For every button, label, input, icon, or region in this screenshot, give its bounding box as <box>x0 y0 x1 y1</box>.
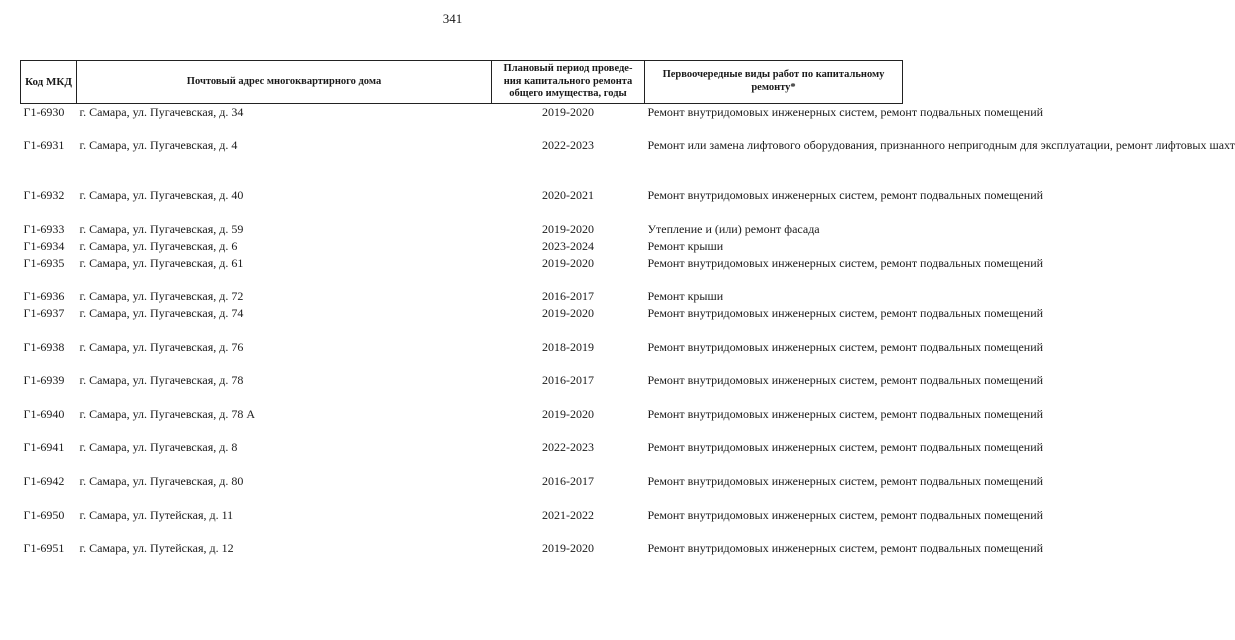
cell-address: г. Самара, ул. Пугачевская, д. 78 А <box>79 406 256 421</box>
cell-address: г. Самара, ул. Путейская, д. 11 <box>79 507 234 522</box>
cell-works: Ремонт или замена лифтового оборудования, признанного непригодным для эксплуатации, ремонт лифтовых шахт <box>647 138 1235 153</box>
cell-works: Ремонт внутридомовых инженерных систем, ремонт подвальных помещений <box>647 188 1044 203</box>
table-row <box>21 103 903 137</box>
header-period: Плановый период проведе-ния капитального ремонта общего имущества, годы <box>492 61 645 104</box>
cell-works: Ремонт внутридомовых инженерных систем, ремонт подвальных помещений <box>647 474 1044 489</box>
cell-period: 2016-2017 <box>542 373 594 388</box>
cell-code: Г1-6931 <box>23 138 65 153</box>
cell-code: Г1-6932 <box>23 188 65 203</box>
cell-address: г. Самара, ул. Пугачевская, д. 34 <box>79 104 244 119</box>
cell-works: Утепление и (или) ремонт фасада <box>647 222 820 237</box>
cell-code: Г1-6937 <box>23 306 65 321</box>
cell-code: Г1-6936 <box>23 289 65 304</box>
cell-works: Ремонт внутридомовых инженерных систем, ремонт подвальных помещений <box>647 373 1044 388</box>
table-row <box>21 238 903 255</box>
cell-works: Ремонт внутридомовых инженерных систем, ремонт подвальных помещений <box>647 440 1044 455</box>
cell-works: Ремонт внутридомовых инженерных систем, ремонт подвальных помещений <box>647 339 1044 354</box>
cell-period: 2022-2023 <box>542 440 594 455</box>
cell-address: г. Самара, ул. Пугачевская, д. 6 <box>79 238 238 253</box>
cell-code: Г1-6940 <box>23 406 65 421</box>
cell-period: 2020-2021 <box>542 188 594 203</box>
cell-address: г. Самара, ул. Пугачевская, д. 8 <box>79 440 238 455</box>
table-row <box>21 255 903 289</box>
cell-works: Ремонт внутридомовых инженерных систем, ремонт подвальных помещений <box>647 104 1044 119</box>
cell-code: Г1-6942 <box>23 474 65 489</box>
cell-period: 2019-2020 <box>542 306 594 321</box>
cell-code: Г1-6933 <box>23 222 65 237</box>
cell-address: г. Самара, ул. Пугачевская, д. 80 <box>79 474 244 489</box>
table-row <box>21 507 903 541</box>
cell-period: 2023-2024 <box>542 238 594 253</box>
table-row <box>21 406 903 440</box>
capital-repair-table <box>20 60 1235 574</box>
cell-code: Г1-6950 <box>23 507 65 522</box>
table-row <box>21 540 903 574</box>
cell-period: 2022-2023 <box>542 138 594 153</box>
cell-period: 2019-2020 <box>542 222 594 237</box>
page-number: 341 <box>442 11 463 26</box>
header-code: Код МКД <box>21 61 77 104</box>
table-row <box>21 305 903 339</box>
table-row <box>21 288 903 305</box>
cell-period: 2018-2019 <box>542 339 594 354</box>
cell-works: Ремонт внутридомовых инженерных систем, ремонт подвальных помещений <box>647 541 1044 556</box>
cell-address: г. Самара, ул. Пугачевская, д. 59 <box>79 222 244 237</box>
cell-address: г. Самара, ул. Пугачевская, д. 40 <box>79 188 244 203</box>
cell-code: Г1-6930 <box>23 104 65 119</box>
cell-works: Ремонт внутридомовых инженерных систем, ремонт подвальных помещений <box>647 406 1044 421</box>
table-row <box>21 439 903 473</box>
table-row <box>21 339 903 373</box>
cell-code: Г1-6939 <box>23 373 65 388</box>
cell-address: г. Самара, ул. Пугачевская, д. 72 <box>79 289 244 304</box>
cell-works: Ремонт крыши <box>647 289 724 304</box>
cell-period: 2019-2020 <box>542 406 594 421</box>
cell-period: 2019-2020 <box>542 255 594 270</box>
cell-period: 2016-2017 <box>542 289 594 304</box>
cell-period: 2019-2020 <box>542 104 594 119</box>
cell-address: г. Самара, ул. Пугачевская, д. 76 <box>79 339 244 354</box>
cell-address: г. Самара, ул. Пугачевская, д. 78 <box>79 373 244 388</box>
cell-period: 2019-2020 <box>542 541 594 556</box>
header-works: Первоочередные виды работ по капитальному ремонту* <box>645 61 903 104</box>
cell-address: г. Самара, ул. Пугачевская, д. 4 <box>79 138 238 153</box>
table-row <box>21 473 903 507</box>
table-row <box>21 187 903 221</box>
cell-period: 2016-2017 <box>542 474 594 489</box>
cell-code: Г1-6938 <box>23 339 65 354</box>
cell-address: г. Самара, ул. Путейская, д. 12 <box>79 541 234 556</box>
table-row <box>21 221 903 238</box>
cell-code: Г1-6951 <box>23 541 65 556</box>
table-header-row <box>21 61 903 104</box>
cell-works: Ремонт внутридомовых инженерных систем, ремонт подвальных помещений <box>647 507 1044 522</box>
cell-works: Ремонт крыши <box>647 238 724 253</box>
cell-code: Г1-6941 <box>23 440 65 455</box>
cell-code: Г1-6935 <box>23 255 65 270</box>
cell-address: г. Самара, ул. Пугачевская, д. 74 <box>79 306 244 321</box>
cell-address: г. Самара, ул. Пугачевская, д. 61 <box>79 255 244 270</box>
cell-works: Ремонт внутридомовых инженерных систем, ремонт подвальных помещений <box>647 255 1044 270</box>
table-row <box>21 372 903 406</box>
cell-works: Ремонт внутридомовых инженерных систем, ремонт подвальных помещений <box>647 306 1044 321</box>
cell-period: 2021-2022 <box>542 507 594 522</box>
table-row <box>21 137 903 187</box>
cell-code: Г1-6934 <box>23 238 65 253</box>
header-address: Почтовый адрес многоквартирного дома <box>77 61 492 104</box>
